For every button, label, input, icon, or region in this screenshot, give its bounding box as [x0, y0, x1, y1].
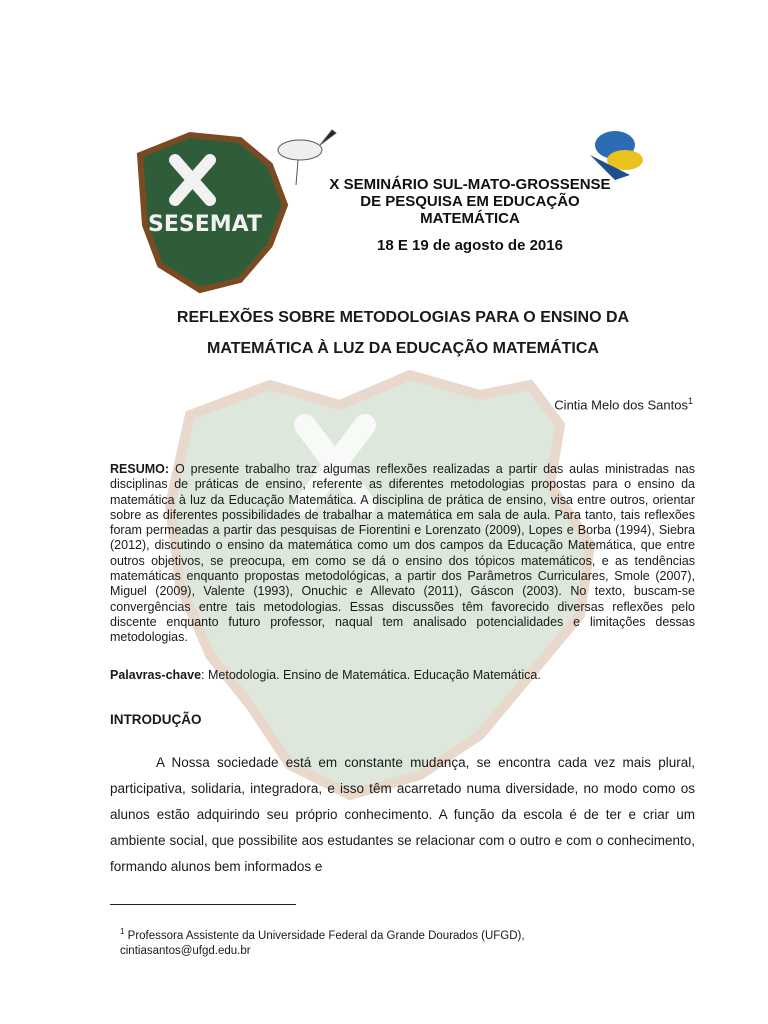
section-heading-introduction: INTRODUÇÃO: [110, 712, 202, 727]
seminar-line-3: MATEMÁTICA: [420, 210, 520, 227]
document-title: [110, 302, 696, 364]
author-footnote-mark: 1: [687, 396, 693, 406]
footnote: [120, 924, 680, 959]
seminar-date: 18 E 19 de agosto de 2016: [377, 237, 563, 254]
keywords-text: : Metodologia. Ensino de Matemática. Educação Matemática.: [201, 668, 541, 682]
footnote-mark: 1: [120, 927, 125, 936]
abstract: [110, 462, 695, 646]
seminar-line-1: X SEMINÁRIO SUL-MATO-GROSSENSE: [329, 176, 611, 193]
macaw-icon: [590, 131, 643, 180]
title-line-2: MATEMÁTICA À LUZ DA EDUCAÇÃO MATEMÁTICA: [207, 340, 599, 357]
keywords: [110, 668, 695, 682]
intro-paragraph: A Nossa sociedade está em constante mudança, se encontra cada vez mais plural, participativa, solidaria, integradora, e isso têm acarretado numa diversidade, no modo como os alunos estão adquirindo seu próprio conhecimento. A função da escola é de ter e criar um ambiente social, que possibilite aos estudantes se relacionar com o outro e com o conhecimento, formando alunos bem informados e: [110, 755, 695, 874]
footnote-email: cintiasantos@ufgd.edu.br: [120, 944, 251, 957]
keywords-label: Palavras-chave: [110, 668, 202, 682]
seminar-line-2: DE PESQUISA EM EDUCAÇÃO: [360, 193, 580, 210]
abstract-text: O presente trabalho traz algumas reflexões realizadas a partir das aulas ministradas nas disciplinas de práticas de ensino, referente as diferentes metodologias propostas para o ensino da matemática à luz da Educação Matemática. A disciplina de prática de ensino, visa entre outros, orientar sobre as diferentes possibilidades de trabalhar a matemática em sala de aula. Para tanto, tais reflexões foram permeadas a partir das pesquisas de Fiorentini e Lorenzato (2009), Lopes e Borba (1994), Siebra (2012), discutindo o ensino da matemática como um dos campos da Educação Matemática, que entre outros objetivos, se preocupa, em como se dá o ensino dos tópicos matemáticos, e as tendências matemáticas enquanto propostas metodológicas, a partir dos Parâmetros Curriculares, Smole (2007), Miguel (2009), Valente (1993), Onuchic e Allevato (2011), Gáscon (2003). No texto, buscam-se convergências entre tais metodologias. Essas discussões têm favorecido diversas reflexões pelo discente enquanto futuro professor, naqual tem analisado potencialidades e limitações dessas metodologias.: [110, 462, 695, 645]
author-text: Cintia Melo dos Santos: [554, 397, 688, 413]
author-name: [554, 396, 693, 412]
seminar-heading: [290, 176, 650, 254]
abstract-label: RESUMO:: [110, 462, 170, 476]
footnote-line-1: Professora Assistente da Universidade Federal da Grande Dourados (UFGD),: [124, 929, 525, 942]
footnote-divider: [110, 904, 296, 905]
svg-text:SESEMAT: SESEMAT: [148, 212, 262, 237]
title-line-1: REFLEXÕES SOBRE METODOLOGIAS PARA O ENSINO DA: [176, 309, 630, 326]
